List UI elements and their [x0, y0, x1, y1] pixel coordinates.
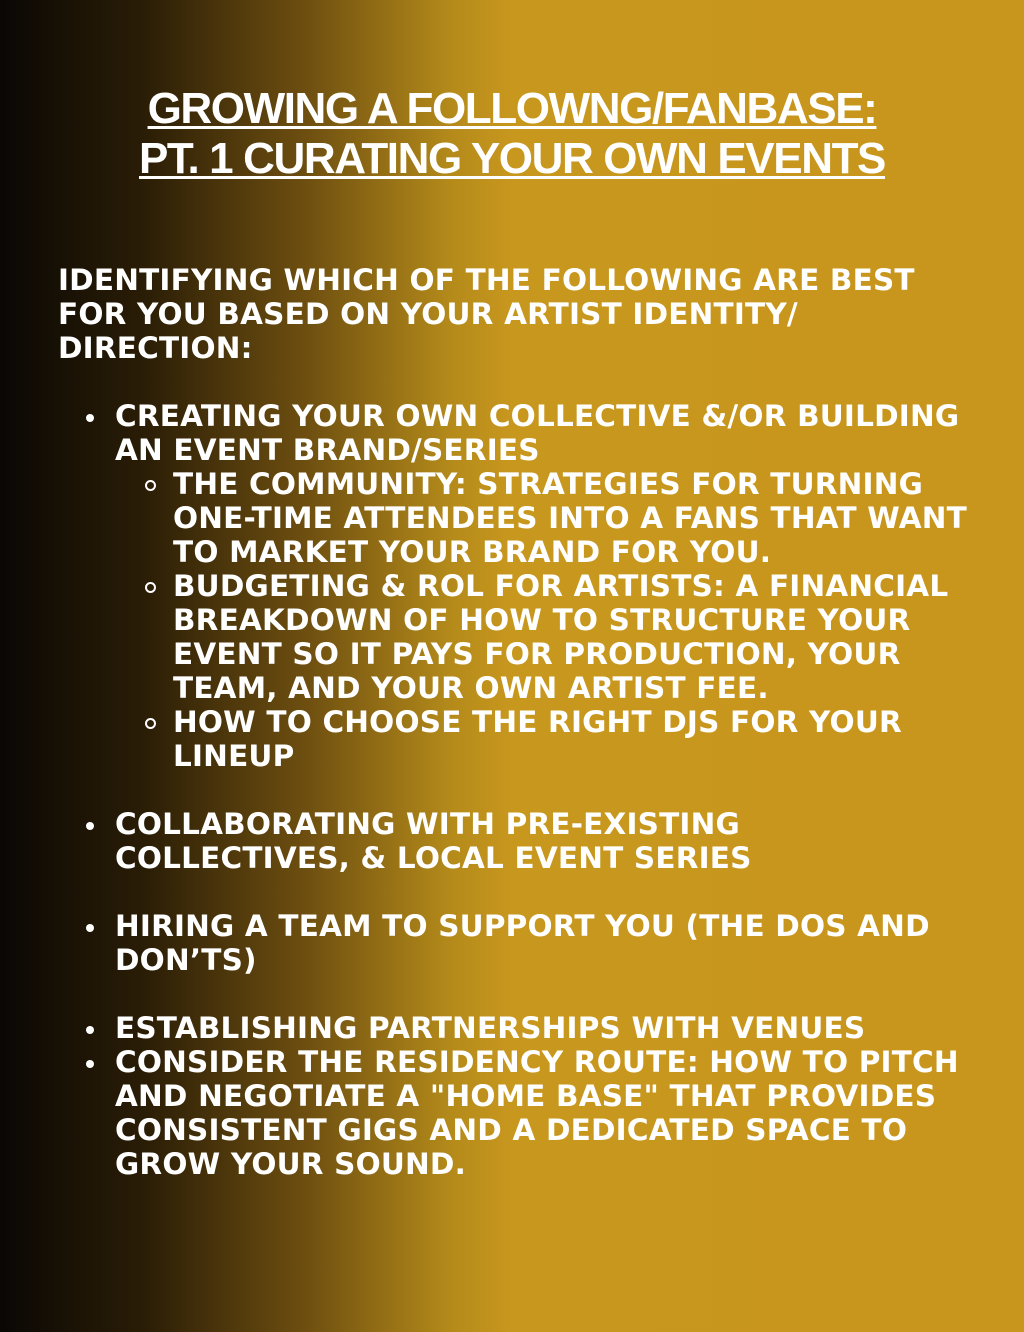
bullet-dot-icon [86, 1060, 94, 1068]
page-title [0, 84, 1024, 184]
sub-list [115, 467, 975, 773]
title-line-1: GROWING A FOLLOWNG/FANBASE: [147, 84, 877, 133]
bullet-dot-icon [86, 822, 94, 830]
sub-list-item [173, 569, 975, 705]
list-item-text: CREATING YOUR OWN COLLECTIVE &/OR BUILDING AN EVENT BRAND/SERIES [115, 399, 960, 467]
list-item [115, 909, 975, 977]
bullet-circle-icon [145, 582, 156, 593]
sub-list-item [173, 705, 975, 773]
bullet-circle-icon [145, 480, 156, 491]
list-item-text: ESTABLISHING PARTNERSHIPS WITH VENUES [115, 1011, 866, 1045]
title-line-2: PT. 1 CURATING YOUR OWN EVENTS [138, 134, 885, 183]
list-item [115, 1045, 975, 1181]
sub-list-item-text: HOW TO CHOOSE THE RIGHT DJS FOR YOUR LINEUP [173, 705, 902, 773]
list-item [115, 807, 975, 875]
list-item-text: HIRING A TEAM TO SUPPORT YOU (THE DOS AND DON’TS) [115, 909, 930, 977]
list-item-text: CONSIDER THE RESIDENCY ROUTE: HOW TO PITCH AND NEGOTIATE A "HOME BASE" THAT PROVIDES CONSISTENT GIGS AND A DEDICATED SPACE TO GROW YOUR SOUND. [115, 1045, 959, 1181]
sub-list-item [173, 467, 975, 569]
sub-list-item-text: THE COMMUNITY: STRATEGIES FOR TURNING ONE-TIME ATTENDEES INTO A FANS THAT WANT TO MARKET YOUR BRAND FOR YOU. [173, 467, 967, 569]
intro-paragraph: IDENTIFYING WHICH OF THE FOLLOWING ARE BEST FOR YOU BASED ON YOUR ARTIST IDENTITY/ DIRECTION: [58, 263, 915, 365]
topic-list [115, 399, 975, 1181]
bullet-circle-icon [145, 718, 156, 729]
list-item [115, 399, 975, 773]
list-item [115, 1011, 975, 1045]
bullet-dot-icon [86, 414, 94, 422]
bullet-dot-icon [86, 1026, 94, 1034]
sub-list-item-text: BUDGETING & ROL FOR ARTISTS: A FINANCIAL BREAKDOWN OF HOW TO STRUCTURE YOUR EVENT SO IT PAYS FOR PRODUCTION, YOUR TEAM, AND YOUR OWN ARTIST FEE. [173, 569, 949, 705]
list-item-text: COLLABORATING WITH PRE-EXISTING COLLECTIVES, & LOCAL EVENT SERIES [115, 807, 752, 875]
bullet-dot-icon [86, 924, 94, 932]
